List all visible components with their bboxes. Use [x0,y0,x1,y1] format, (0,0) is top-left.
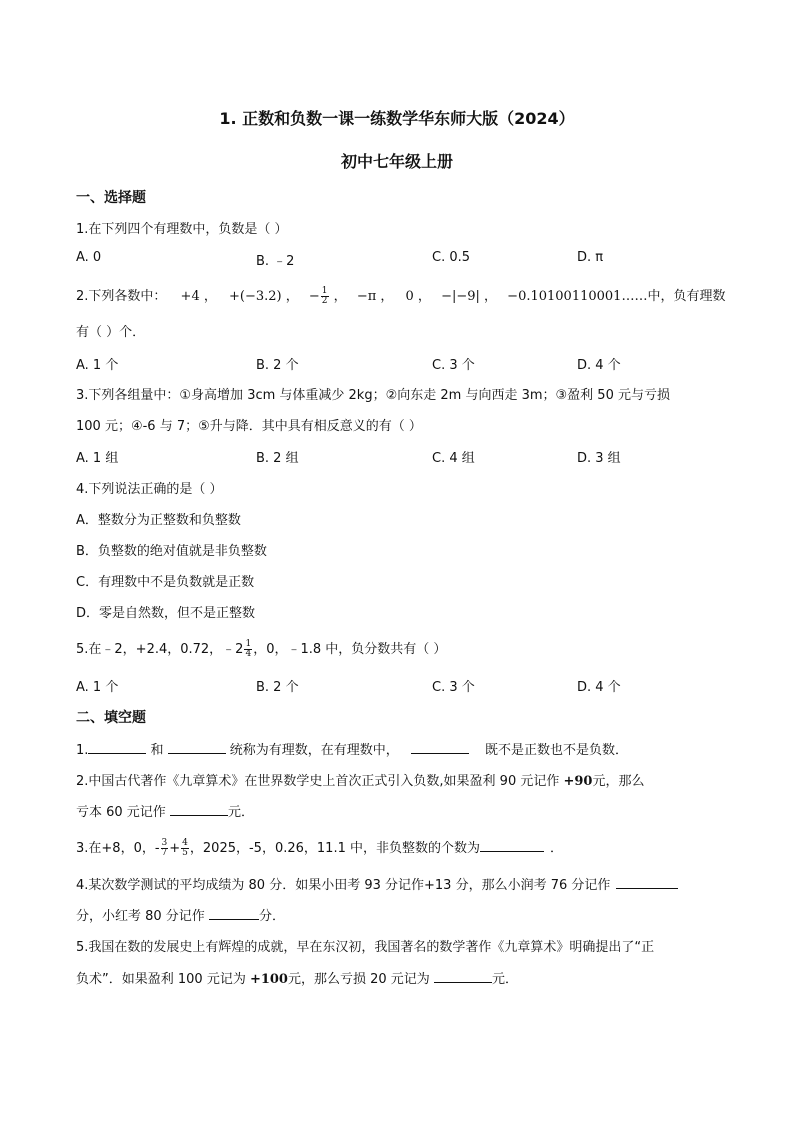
q5-option-c: C. 3 个 [432,680,475,695]
fill1-text-2: 统称为有理数，在有理数中， [225,743,399,758]
q3-option-b: B. 2 组 [256,451,299,466]
fill3-fraction-2 [181,839,189,858]
fill5-line2-mid: 元，那么亏损 20 元记为 [287,972,434,987]
fill2-line1 [76,770,644,789]
q4-stem: 4.下列说法正确的是（ ） [76,482,223,497]
fill1-text-1: 和 [146,743,168,758]
q1-stem: 1.在下列四个有理数中，负数是（ ） [76,222,288,237]
q2-option-b: B. 2 个 [256,358,299,373]
fill2-text-tail: 元，那么 [592,774,645,789]
fill5-math: +100 [249,972,288,987]
q5-fraction-denominator: 4 [245,649,252,659]
fill2-line2 [76,801,254,820]
fill5-line1: 5.我国在数的发展史上有辉煌的成就，早在东汉初，我国著名的数学著作《九章算术》明确提出了“正 [76,940,655,955]
q2-stem-line2: 有（ ）个． [76,325,146,340]
fill5-line2 [76,968,518,987]
fill3 [76,837,563,858]
fill2-blank[interactable] [170,803,228,816]
fill4-line2-tail: 分． [258,909,285,924]
fill3-plus: + [169,841,181,856]
q3-stem-line1: 3.下列各组量中：①身高增加 3cm 与体重减少 2kg；②向东走 2m 与向西走 3m；③盈利 50 元与亏损 [76,388,670,403]
q5-fraction [244,640,252,659]
q4-option-d: D．零是自然数，但不是正整数 [76,606,256,621]
fill5-line2-text: 负术”．如果盈利 100 元记为 [76,972,250,987]
page-title: 1. 正数和负数一课一练数学华东师大版（2024） [219,109,575,128]
q4-option-b: B．负整数的绝对值就是非负整数 [76,544,267,559]
fill4-blank-2[interactable] [209,907,259,920]
q3-option-d: D. 3 组 [577,451,621,466]
fill2-text: 2.中国古代著作《九章算术》在世界数学史上首次正式引入负数,如果盈利 90 元记作 [76,774,564,789]
fill4-line2-text: 分，小红考 80 分记作 [76,909,209,924]
q1-option-a: A. 0 [76,250,102,265]
q5-option-b: B. 2 个 [256,680,299,695]
fill5-blank[interactable] [434,970,492,983]
q2-item: −0.10100110001…… [507,289,648,304]
q5-fraction-numerator: 1 [245,639,252,649]
fill2-line2-tail: 元． [227,805,254,820]
fill4-text: 4.某次数学测试的平均成绩为 80 分．如果小田考 93 分记作+13 分，那么小润考 76 分记作 [76,878,611,893]
q4-option-a: A．整数分为正整数和负整数 [76,513,241,528]
q2-option-a: A. 1 个 [76,358,119,373]
q2-fraction-denominator: 2 [321,296,328,306]
q2-option-c: C. 3 个 [432,358,475,373]
fill3-fraction-1-numerator: 3 [161,838,168,848]
section-heading-fill: 二、填空题 [76,710,146,726]
q3-option-c: C. 4 组 [432,451,475,466]
q1-option-d: D. π [577,250,604,265]
fill3-fraction-1 [161,839,169,858]
q3-stem-line2: 100 元；④-6 与 7；⑤升与降．其中具有相反意义的有（ ） [76,419,422,434]
fill2-line2-text: 亏本 60 元记作 [76,805,170,820]
q2-item: +(−3.2) ， [228,289,299,304]
page-subtitle: 初中七年级上册 [340,152,453,171]
q4-option-c: C．有理数中不是负数就是正数 [76,575,255,590]
q2-item: − [308,289,320,304]
q2-option-d: D. 4 个 [577,358,621,373]
fill2-math: +90 [563,774,593,789]
q2-item: −π ， [356,289,394,304]
q1-option-c: C. 0.5 [432,250,471,265]
q2-stem-line1 [76,285,725,306]
fill4-blank-1[interactable] [616,876,678,889]
q2-stem-intro: 2.下列各数中： [76,289,167,304]
q5-stem-part2: ，0，﹣1.8 中，负分数共有（ ） [253,642,447,657]
q2-item: +4 ， [180,289,217,304]
q2-stem-tail: 中，负有理数 [647,289,726,304]
q2-fraction [321,287,329,306]
fill3-blank[interactable] [480,839,544,852]
fill1-blank-2[interactable] [168,741,226,754]
fill1-text-3: 既不是正数也不是负数． [480,743,628,758]
q2-item: ， [333,289,347,304]
q1-option-b: B. ﹣2 [256,254,295,269]
q5-stem-part1: 5.在﹣2，+2.4，0.72，﹣2 [76,642,244,657]
q2-fraction-numerator: 1 [321,286,328,296]
q5-option-a: A. 1 个 [76,680,119,695]
fill1-blank-1[interactable] [88,741,146,754]
fill1 [76,739,628,758]
fill1-number: 1. [76,743,89,758]
fill3-fraction-2-numerator: 4 [182,838,188,848]
q2-item: −|−9| ， [441,289,498,304]
fill3-text-1: 3.在+8，0，- [76,841,160,856]
fill3-end: ． [549,841,563,856]
fill5-line2-tail: 元． [491,972,518,987]
fill3-fraction-1-denominator: 7 [161,848,168,858]
fill3-text-2: ，2025，-5，0.26，11.1 中，非负整数的个数为 [189,841,480,856]
q3-option-a: A. 1 组 [76,451,119,466]
fill1-blank-3[interactable] [411,741,469,754]
fill3-fraction-2-denominator: 5 [182,848,188,858]
q5-option-d: D. 4 个 [577,680,621,695]
fill4-line2 [76,905,285,924]
q2-item: 0 ， [405,289,431,304]
section-heading-choice: 一、选择题 [76,190,146,206]
fill4-line1 [76,874,678,893]
q5-stem [76,638,446,659]
